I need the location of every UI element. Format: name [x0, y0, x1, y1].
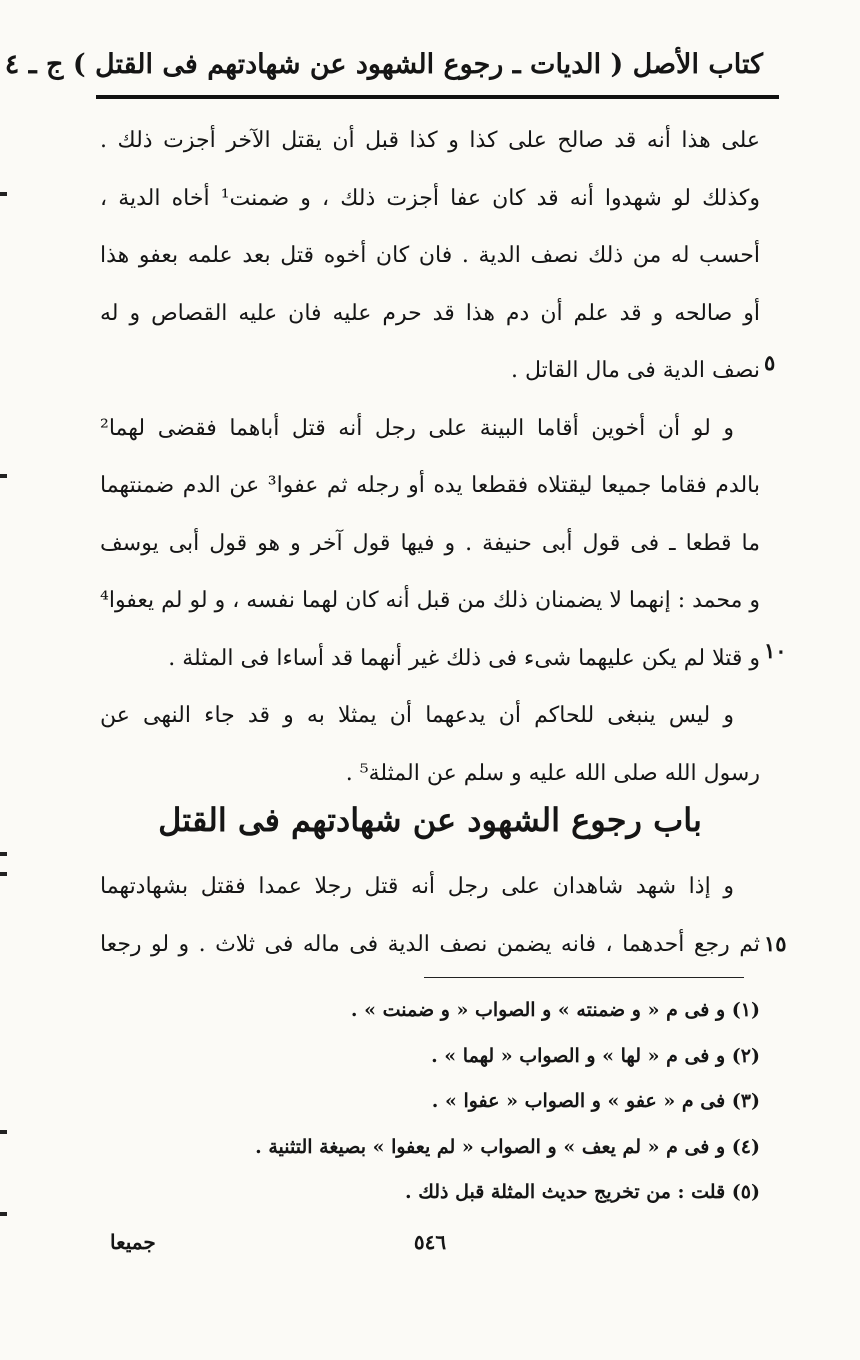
main-text	[100, 112, 760, 802]
footnote-rule	[424, 977, 744, 978]
text-line: نصف الدية فى مال القاتل .	[511, 358, 760, 383]
page-number: ٥٤٦	[413, 1230, 447, 1254]
text-line: وكذلك لو شهدوا أنه قد كان عفا أجزت ذلك ، و ضمنت¹ أخاه الدية ،	[100, 185, 760, 211]
running-header: كتاب الأصل ( الديات ـ رجوع الشهود عن شهادتهم فى القتل ) ج ـ ٤	[4, 49, 763, 80]
header-rule	[96, 95, 779, 99]
edge-mark	[0, 1130, 7, 1134]
edge-mark	[0, 1212, 7, 1216]
text-line: رسول الله صلى الله عليه و سلم عن المثلة⁵ .	[345, 760, 760, 786]
line-number-10: ١٠	[764, 638, 787, 663]
footnote: (٥) قلت : من تخريج حديث المثلة قبل ذلك .	[404, 1181, 760, 1203]
text-line: و لو أن أخوين أقاما البينة على رجل أنه قتل أباهما فقضى لهما²	[100, 415, 734, 441]
edge-mark	[0, 474, 7, 478]
text-line: و إذا شهد شاهدان على رجل أنه قتل رجلا عمدا فقتل بشهادتهما	[100, 874, 734, 899]
edge-mark	[0, 852, 7, 856]
text-line: على هذا أنه قد صالح على كذا و كذا قبل أن يقتل الآخر أجزت ذلك .	[100, 128, 760, 153]
edge-mark	[0, 192, 7, 196]
edge-mark	[0, 872, 7, 876]
line-number-5: ٥	[764, 350, 776, 375]
footnotes	[180, 988, 760, 1216]
text-line: أو صالحه و قد علم أن دم هذا قد حرم عليه فان عليه القصاص و له	[100, 300, 760, 326]
text-line: ما قطعا ـ فى قول أبى حنيفة . و فيها قول آخر و هو قول أبى يوسف	[100, 530, 760, 556]
footnote: (٤) و فى م « لم يعف » و الصواب « لم يعفوا » بصيغة التثنية .	[255, 1135, 760, 1158]
text-line: ثم رجع أحدهما ، فانه يضمن نصف الدية فى ماله فى ثلاث . و لو رجعا	[100, 931, 760, 957]
section-text	[100, 858, 760, 973]
footnote: (٣) فى م « عفو » و الصواب « عفوا » .	[431, 1090, 760, 1112]
text-line: و محمد : إنهما لا يضمنان ذلك من قبل أنه كان لهما نفسه ، و لو لم يعفوا⁴	[100, 588, 760, 613]
line-number-15: ١٥	[764, 931, 787, 956]
text-line: بالدم فقاما جميعا ليقتلاه فقطعا يده أو رجله ثم عفوا³ عن الدم ضمنتهما	[100, 473, 760, 498]
footnote: (١) و فى م « و ضمنته » و الصواب « و ضمنت » .	[350, 999, 760, 1021]
text-line: أحسب له من ذلك نصف الدية . فان كان أخوه قتل بعد علمه بعفو هذا	[100, 243, 760, 268]
text-line: و قتلا لم يكن عليهما شىء فى ذلك غير أنهما قد أساءا فى المثلة .	[168, 645, 760, 671]
section-heading: باب رجوع الشهود عن شهادتهم فى القتل	[158, 801, 702, 839]
catchword: جميعا	[110, 1230, 156, 1254]
text-line: و ليس ينبغى للحاكم أن يدعهما أن يمثلا به و قد جاء النهى عن	[100, 703, 734, 728]
footnote: (٢) و فى م « لها » و الصواب « لهما » .	[431, 1044, 760, 1067]
